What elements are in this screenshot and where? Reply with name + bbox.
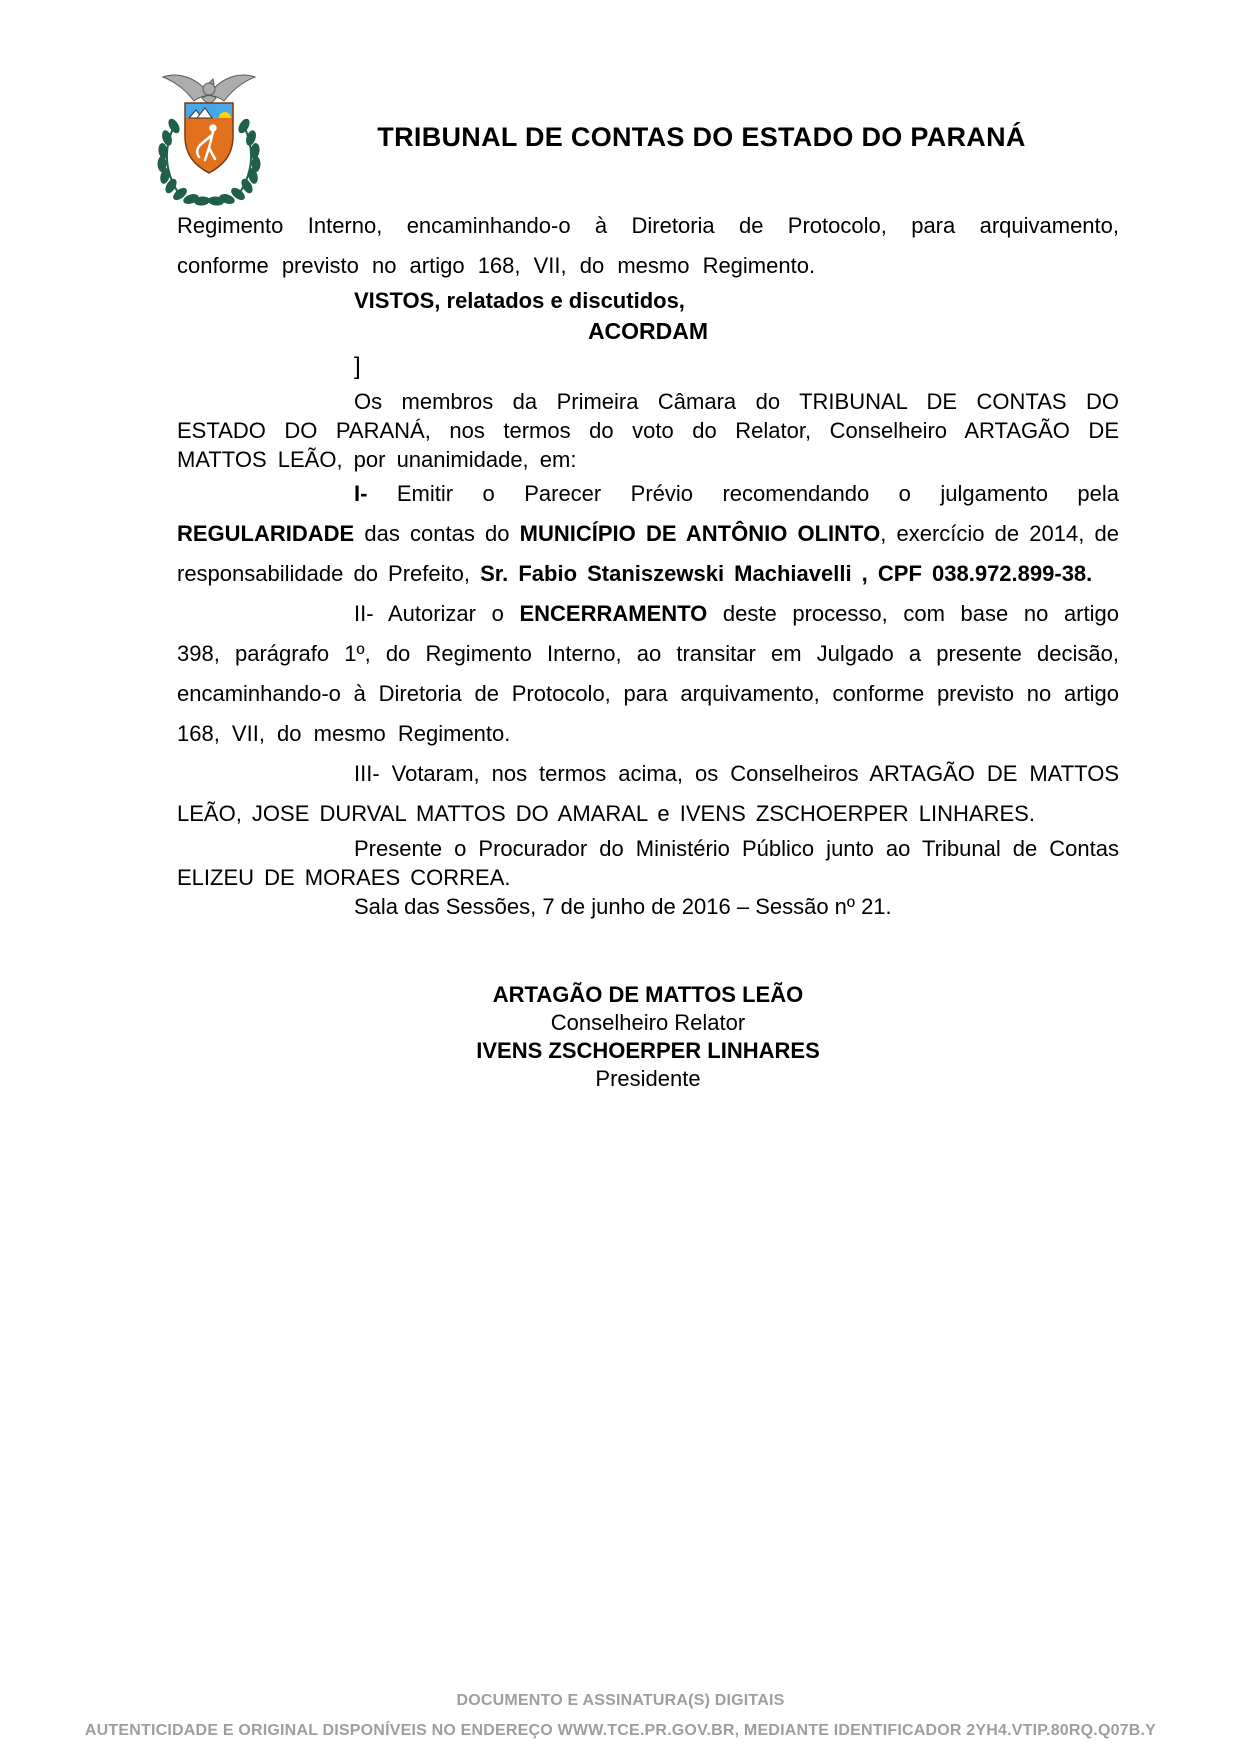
paragraph-item-1: I- Emitir o Parecer Prévio recomendando o julgamento pela REGULARIDADE das contas do MUNICÍPIO DE ANTÔNIO OLINTO, exercício de 2014, de responsabilidade do Prefeito, Sr. Fabio Staniszewski Machiavelli , CPF 038.972.899-38.: [177, 481, 1119, 586]
paragraph-sala-sessoes: Sala das Sessões, 7 de junho de 2016 – Sessão nº 21.: [354, 894, 892, 919]
paragraph-continuation: Regimento Interno, encaminhando-o à Diretoria de Protocolo, para arquivamento, conforme previsto no artigo 168, VII, do mesmo Regimento.: [177, 213, 1119, 278]
page-title: TRIBUNAL DE CONTAS DO ESTADO DO PARANÁ: [377, 121, 1026, 152]
document-header: [152, 68, 1111, 206]
footer-line-2: AUTENTICIDADE E ORIGINAL DISPONÍVEIS NO ENDEREÇO WWW.TCE.PR.GOV.BR, MEDIANTE IDENTIFICADOR 2YH4.VTIP.80RQ.Q07B.Y: [84, 1722, 1157, 1739]
footer-line-1: DOCUMENTO E ASSINATURA(S) DIGITAIS: [456, 1692, 785, 1709]
signature-role-relator: Conselheiro Relator: [550, 1010, 746, 1035]
parana-coat-of-arms-icon: [152, 68, 266, 206]
paragraph-membros: Os membros da Primeira Câmara do TRIBUNAL DE CONTAS DO ESTADO DO PARANÁ, nos termos do voto do Relator, Conselheiro ARTAGÃO DE MATTOS LEÃO, por unanimidade, em:: [177, 389, 1119, 472]
document-body: [177, 206, 1119, 1093]
paragraph-item-2: II- Autorizar o ENCERRAMENTO deste processo, com base no artigo 398, parágrafo 1º, do Regimento Interno, ao transitar em Julgado a presente decisão, encaminhando-o à Diretoria de Protocolo, para arquivamento, conforme previsto no artigo 168, VII, do mesmo Regimento.: [177, 601, 1119, 746]
signature-role-presidente: Presidente: [595, 1066, 701, 1091]
paragraph-item-3: III- Votaram, nos termos acima, os Conselheiros ARTAGÃO DE MATTOS LEÃO, JOSE DURVAL MATTOS DO AMARAL e IVENS ZSCHOERPER LINHARES.: [177, 761, 1119, 826]
signature-name-relator: ARTAGÃO DE MATTOS LEÃO: [492, 982, 804, 1007]
document-footer: [0, 1686, 1241, 1746]
paragraph-presente: Presente o Procurador do Ministério Público junto ao Tribunal de Contas ELIZEU DE MORAES CORREA.: [177, 836, 1119, 890]
paragraph-vistos: VISTOS, relatados e discutidos,: [354, 288, 685, 313]
signature-name-presidente: IVENS ZSCHOERPER LINHARES: [476, 1038, 820, 1063]
heading-acordam: ACORDAM: [587, 318, 709, 344]
paragraph-bracket: ]: [354, 353, 361, 380]
signature-block: [177, 981, 1119, 1093]
